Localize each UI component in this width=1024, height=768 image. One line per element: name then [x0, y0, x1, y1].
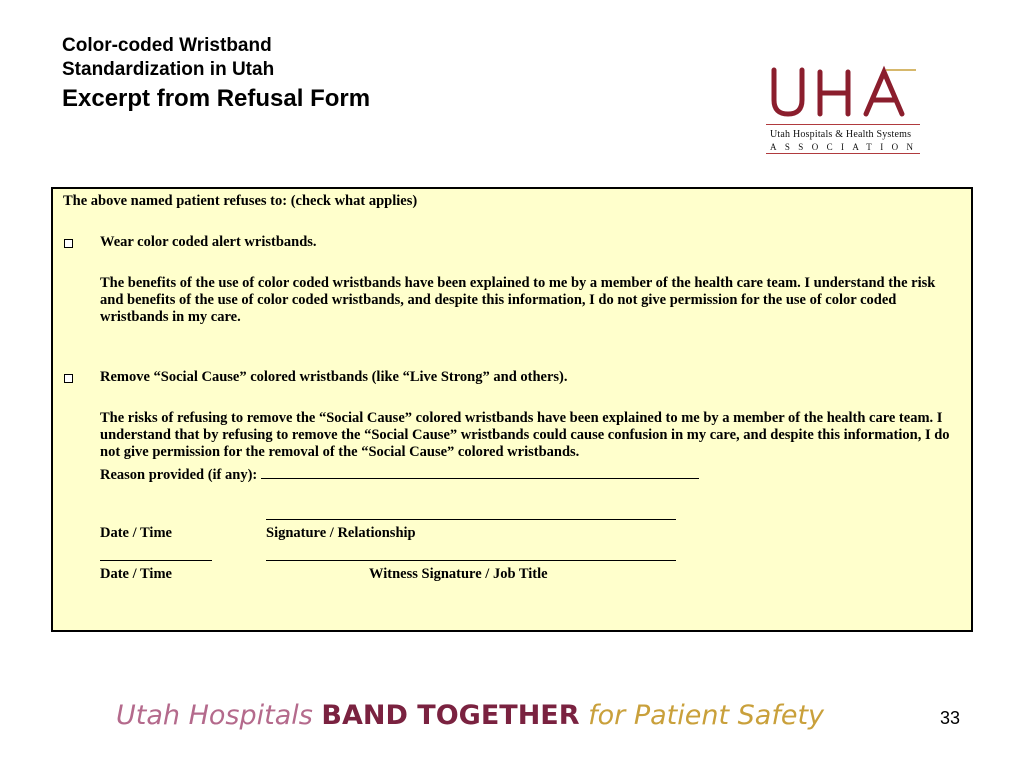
date-time-label-2: Date / Time — [100, 566, 172, 582]
title-line-3: Excerpt from Refusal Form — [62, 85, 371, 112]
refusal-form — [51, 187, 973, 632]
banner-utah-hospitals: Utah Hospitals — [116, 700, 313, 731]
signature-line-1[interactable] — [266, 505, 676, 520]
item2-label: Remove “Social Cause” colored wristbands (like “Live Strong” and others). — [100, 369, 568, 385]
title-line-1: Color-coded Wristband — [62, 35, 272, 56]
date-time-line-2[interactable] — [100, 546, 212, 561]
page-number: 33 — [940, 708, 961, 728]
banner-band-together: BAND TOGETHER — [321, 700, 580, 731]
form-intro: The above named patient refuses to: (check what applies) — [63, 193, 418, 209]
slide-title — [62, 34, 370, 116]
uha-logo — [766, 62, 924, 158]
witness-signature-label: Witness Signature / Job Title — [369, 566, 548, 582]
date-time-label-1: Date / Time — [100, 525, 172, 541]
item1-label: Wear color coded alert wristbands. — [100, 234, 317, 250]
item1-text: The benefits of the use of color coded wristbands have been explained to me by a member of the health care team. I understand the risk and benefits of the use of color coded wristbands, and despite this information, I do not give permission for the use of color coded wristbands in my care. — [100, 275, 936, 325]
signature-relationship-label: Signature / Relationship — [266, 525, 416, 541]
item2-text: The risks of refusing to remove the “Social Cause” colored wristbands have been explained to me by a member of the health care team. I understand that by refusing to remove the “Social Cause” wristbands could cause confusion in my care, and despite this information, I do not give permission for the removal of the “Social Cause” colored wristbands. — [100, 410, 950, 460]
logo-rule-top — [766, 124, 920, 125]
signature-line-2[interactable] — [266, 546, 676, 561]
reason-row — [100, 464, 699, 484]
title-line-2: Standardization in Utah — [62, 59, 275, 80]
reason-label: Reason provided (if any): — [100, 467, 258, 483]
reason-field[interactable] — [261, 464, 699, 479]
checkbox-remove-social-cause[interactable] — [64, 374, 73, 383]
logo-association: ASSOCIATION — [770, 142, 922, 152]
banner-patient-safety: for Patient Safety — [588, 700, 825, 731]
logo-rule-bottom — [766, 153, 920, 154]
footer-banner — [116, 700, 824, 731]
checkbox-wear-wristbands[interactable] — [64, 239, 73, 248]
logo-subtitle: Utah Hospitals & Health Systems — [770, 129, 912, 140]
uha-logo-mark — [766, 62, 920, 122]
